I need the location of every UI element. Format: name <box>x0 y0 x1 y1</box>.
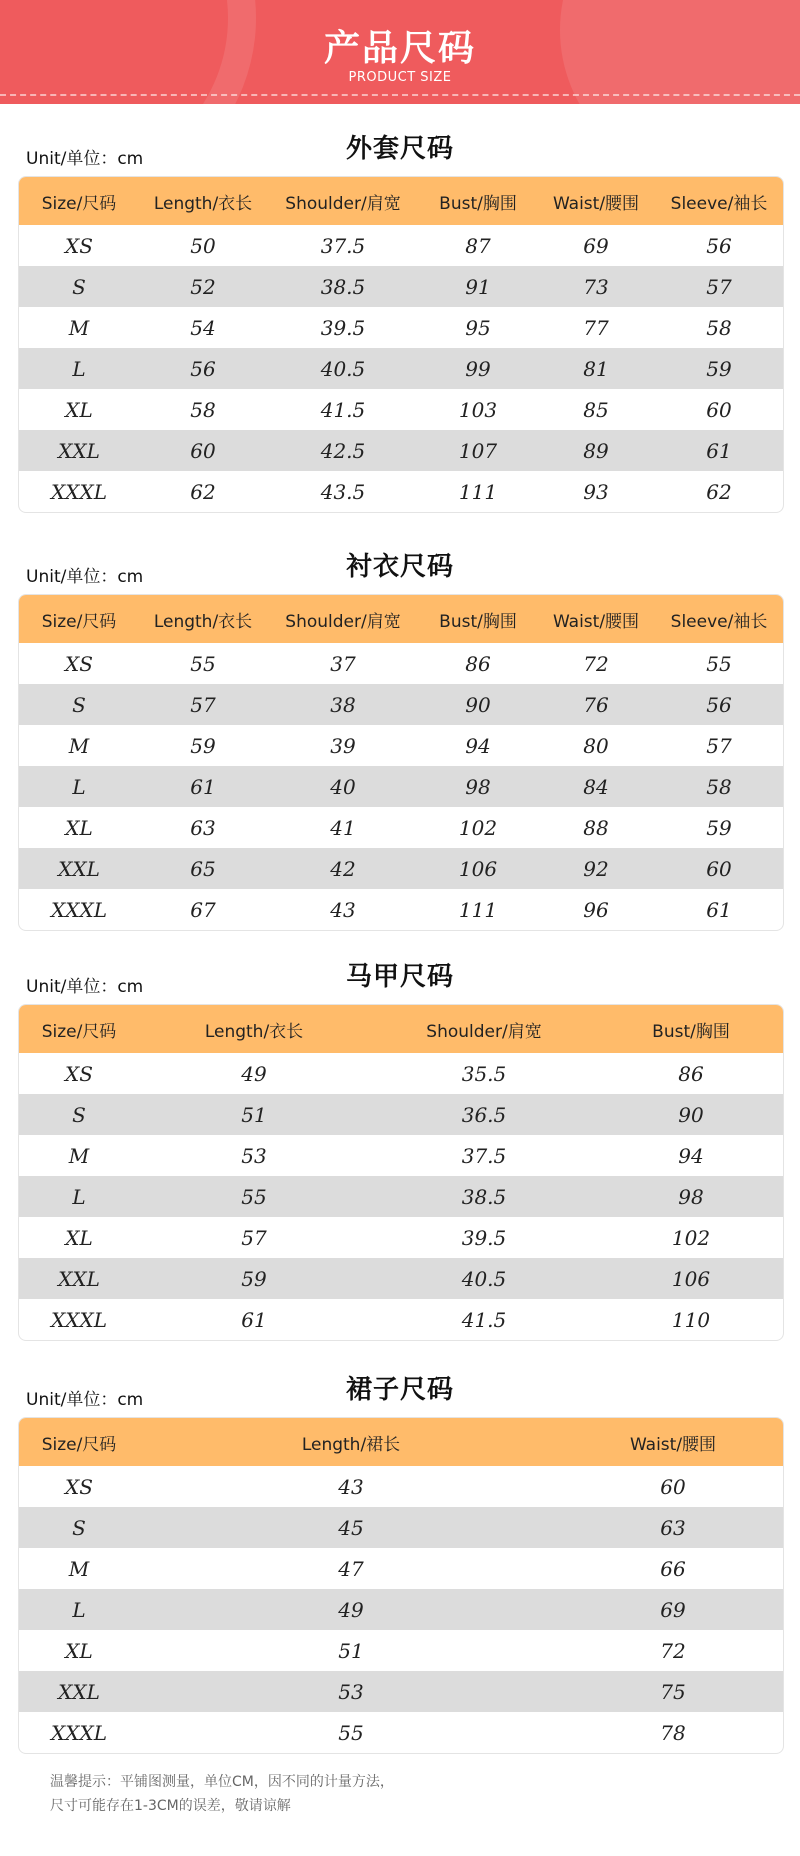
measurement-cell: 86 <box>465 651 491 676</box>
measurement-note <box>50 1770 394 1818</box>
measurement-cell: 62 <box>706 479 732 504</box>
size-cell: S <box>19 1507 139 1548</box>
note-line: 温馨提示：平铺图测量，单位CM，因不同的计量方法， <box>50 1774 394 1790</box>
measurement-cell: 76 <box>537 684 655 725</box>
measurement-cell: 102 <box>671 1225 711 1250</box>
column-header: Bust/胸围 <box>652 1021 730 1042</box>
measurement-cell: 50 <box>190 233 216 258</box>
measurement-cell: 42 <box>267 848 419 889</box>
measurement-cell: 72 <box>660 1638 686 1663</box>
measurement-cell: 51 <box>139 1094 369 1135</box>
measurement-cell: 35.5 <box>461 1061 507 1086</box>
measurement-cell: 60 <box>655 848 783 889</box>
measurement-cell: 91 <box>419 266 537 307</box>
size-cell: M <box>68 1556 90 1581</box>
table-header-row <box>19 1005 783 1053</box>
measurement-cell: 90 <box>419 684 537 725</box>
table-row <box>19 1466 783 1507</box>
measurement-cell: 57 <box>655 266 783 307</box>
measurement-cell: 78 <box>660 1720 686 1745</box>
size-cell: XS <box>65 233 93 258</box>
measurement-cell: 60 <box>139 430 267 471</box>
section-title: 裙子尺码 <box>345 1375 454 1405</box>
table-row <box>19 1094 783 1135</box>
measurement-cell: 106 <box>419 848 537 889</box>
column-header: Waist/腰围 <box>629 1434 717 1455</box>
measurement-cell: 54 <box>190 315 216 340</box>
measurement-cell: 80 <box>583 733 609 758</box>
table-row <box>19 1299 783 1340</box>
measurement-cell: 56 <box>139 348 267 389</box>
measurement-cell: 43 <box>338 1474 364 1499</box>
measurement-cell: 87 <box>465 233 491 258</box>
measurement-cell: 40.5 <box>267 348 419 389</box>
column-header: Length/裙长 <box>301 1434 401 1455</box>
table-row <box>19 1053 783 1094</box>
measurement-cell: 42.5 <box>267 430 419 471</box>
size-table-card <box>18 176 784 513</box>
table-row <box>19 1176 783 1217</box>
measurement-cell: 45 <box>139 1507 563 1548</box>
column-header: Length/衣长 <box>204 1021 304 1042</box>
column-header: Shoulder/肩宽 <box>426 1021 542 1042</box>
measurement-cell: 99 <box>419 348 537 389</box>
column-header: Size/尺码 <box>41 1021 117 1042</box>
size-cell: XS <box>65 1474 93 1499</box>
table-row <box>19 1217 783 1258</box>
measurement-cell: 55 <box>706 651 732 676</box>
size-cell: S <box>19 266 139 307</box>
measurement-cell: 92 <box>537 848 655 889</box>
measurement-cell: 59 <box>706 815 732 840</box>
table-row <box>19 848 783 889</box>
measurement-cell: 98 <box>599 1176 783 1217</box>
measurement-cell: 106 <box>599 1258 783 1299</box>
banner <box>0 0 800 104</box>
table-row <box>19 225 783 266</box>
table-row <box>19 1507 783 1548</box>
table-row <box>19 1258 783 1299</box>
size-table <box>19 1418 783 1753</box>
column-header: Sleeve/袖长 <box>670 611 768 632</box>
measurement-cell: 61 <box>706 897 732 922</box>
measurement-cell: 51 <box>338 1638 364 1663</box>
size-cell: S <box>19 1094 139 1135</box>
measurement-cell: 103 <box>458 397 498 422</box>
column-header: Length/衣长 <box>153 193 253 214</box>
column-header: Sleeve/袖长 <box>670 193 768 214</box>
column-header: Waist/腰围 <box>552 193 640 214</box>
measurement-cell: 84 <box>537 766 655 807</box>
measurement-cell: 75 <box>563 1671 783 1712</box>
measurement-cell: 69 <box>583 233 609 258</box>
measurement-cell: 49 <box>139 1589 563 1630</box>
table-row <box>19 766 783 807</box>
measurement-cell: 111 <box>458 479 498 504</box>
table-row <box>19 266 783 307</box>
size-cell: XXXL <box>51 897 107 922</box>
measurement-cell: 41.5 <box>320 397 366 422</box>
size-cell: XL <box>65 397 93 422</box>
measurement-cell: 59 <box>139 1258 369 1299</box>
section-title: 衬衣尺码 <box>345 552 454 582</box>
measurement-cell: 39.5 <box>461 1225 507 1250</box>
measurement-cell: 49 <box>241 1061 267 1086</box>
unit-label: Unit/单位：cm <box>26 567 144 587</box>
size-cell: L <box>19 766 139 807</box>
measurement-cell: 60 <box>706 397 732 422</box>
measurement-cell: 58 <box>706 315 732 340</box>
measurement-cell: 56 <box>655 684 783 725</box>
table-row <box>19 1589 783 1630</box>
measurement-cell: 67 <box>190 897 216 922</box>
measurement-cell: 53 <box>139 1671 563 1712</box>
measurement-cell: 61 <box>139 766 267 807</box>
size-cell: XXL <box>19 1671 139 1712</box>
size-cell: XXXL <box>51 479 107 504</box>
measurement-cell: 39 <box>330 733 356 758</box>
measurement-cell: 37 <box>330 651 356 676</box>
measurement-cell: 37.5 <box>320 233 366 258</box>
column-header: Bust/胸围 <box>439 193 517 214</box>
table-row <box>19 889 783 930</box>
size-table <box>19 1005 783 1340</box>
table-row <box>19 807 783 848</box>
section-title: 马甲尺码 <box>345 962 454 992</box>
table-row <box>19 1135 783 1176</box>
measurement-cell: 55 <box>139 1176 369 1217</box>
size-table-card <box>18 594 784 931</box>
unit-label: Unit/单位：cm <box>26 977 144 997</box>
size-cell: XXXL <box>51 1720 107 1745</box>
measurement-cell: 47 <box>338 1556 364 1581</box>
measurement-cell: 94 <box>465 733 491 758</box>
size-cell: S <box>19 684 139 725</box>
table-row <box>19 684 783 725</box>
measurement-cell: 94 <box>678 1143 704 1168</box>
measurement-cell: 72 <box>583 651 609 676</box>
banner-dashed-line <box>0 94 800 96</box>
measurement-cell: 77 <box>583 315 609 340</box>
table-row <box>19 1712 783 1753</box>
measurement-cell: 61 <box>241 1307 267 1332</box>
size-table-card <box>18 1004 784 1341</box>
measurement-cell: 93 <box>583 479 609 504</box>
measurement-cell: 102 <box>458 815 498 840</box>
size-cell: M <box>68 733 90 758</box>
measurement-cell: 59 <box>655 348 783 389</box>
table-row <box>19 389 783 430</box>
measurement-cell: 73 <box>537 266 655 307</box>
table-row <box>19 1630 783 1671</box>
table-row <box>19 643 783 684</box>
measurement-cell: 43 <box>330 897 356 922</box>
size-cell: M <box>68 315 90 340</box>
size-cell: XL <box>65 815 93 840</box>
column-header: Length/衣长 <box>153 611 253 632</box>
measurement-cell: 53 <box>241 1143 267 1168</box>
measurement-cell: 65 <box>139 848 267 889</box>
size-cell: XL <box>65 1638 93 1663</box>
measurement-cell: 58 <box>190 397 216 422</box>
measurement-cell: 85 <box>583 397 609 422</box>
size-cell: M <box>68 1143 90 1168</box>
measurement-cell: 39.5 <box>320 315 366 340</box>
measurement-cell: 55 <box>338 1720 364 1745</box>
measurement-cell: 41.5 <box>461 1307 507 1332</box>
measurement-cell: 69 <box>563 1589 783 1630</box>
size-table <box>19 177 783 512</box>
size-cell: XS <box>65 1061 93 1086</box>
measurement-cell: 41 <box>330 815 356 840</box>
measurement-cell: 36.5 <box>369 1094 599 1135</box>
size-cell: XL <box>65 1225 93 1250</box>
measurement-cell: 43.5 <box>320 479 366 504</box>
column-header: Size/尺码 <box>41 1434 117 1455</box>
measurement-cell: 52 <box>139 266 267 307</box>
unit-label: Unit/单位：cm <box>26 149 144 169</box>
unit-label: Unit/单位：cm <box>26 1390 144 1410</box>
measurement-cell: 56 <box>706 233 732 258</box>
size-cell: L <box>19 1589 139 1630</box>
measurement-cell: 57 <box>241 1225 267 1250</box>
size-cell: XXL <box>19 430 139 471</box>
measurement-cell: 110 <box>671 1307 711 1332</box>
measurement-cell: 57 <box>139 684 267 725</box>
measurement-cell: 95 <box>465 315 491 340</box>
measurement-cell: 96 <box>583 897 609 922</box>
measurement-cell: 38 <box>267 684 419 725</box>
size-cell: XXL <box>19 1258 139 1299</box>
measurement-cell: 90 <box>599 1094 783 1135</box>
table-row <box>19 471 783 512</box>
measurement-cell: 63 <box>563 1507 783 1548</box>
size-cell: XXXL <box>51 1307 107 1332</box>
column-header: Bust/胸围 <box>439 611 517 632</box>
table-header-row <box>19 595 783 643</box>
measurement-cell: 38.5 <box>267 266 419 307</box>
measurement-cell: 81 <box>537 348 655 389</box>
measurement-cell: 66 <box>660 1556 686 1581</box>
banner-title: 产品尺码 <box>323 28 476 69</box>
measurement-cell: 58 <box>655 766 783 807</box>
measurement-cell: 55 <box>190 651 216 676</box>
measurement-cell: 37.5 <box>461 1143 507 1168</box>
size-cell: L <box>19 1176 139 1217</box>
table-header-row <box>19 1418 783 1466</box>
measurement-cell: 60 <box>660 1474 686 1499</box>
size-cell: L <box>19 348 139 389</box>
measurement-cell: 61 <box>655 430 783 471</box>
column-header: Shoulder/肩宽 <box>285 611 401 632</box>
measurement-cell: 88 <box>583 815 609 840</box>
measurement-cell: 62 <box>190 479 216 504</box>
banner-subtitle: PRODUCT SIZE <box>348 70 452 85</box>
table-row <box>19 430 783 471</box>
size-cell: XXL <box>19 848 139 889</box>
column-header: Shoulder/肩宽 <box>285 193 401 214</box>
section-title: 外套尺码 <box>345 134 454 164</box>
measurement-cell: 107 <box>419 430 537 471</box>
measurement-cell: 63 <box>190 815 216 840</box>
note-line: 尺寸可能存在1-3CM的误差，敬请谅解 <box>50 1798 291 1814</box>
measurement-cell: 57 <box>706 733 732 758</box>
column-header: Size/尺码 <box>41 611 117 632</box>
measurement-cell: 40.5 <box>369 1258 599 1299</box>
measurement-cell: 40 <box>267 766 419 807</box>
measurement-cell: 111 <box>458 897 498 922</box>
size-cell: XS <box>65 651 93 676</box>
column-header: Size/尺码 <box>41 193 117 214</box>
measurement-cell: 98 <box>419 766 537 807</box>
table-row <box>19 1548 783 1589</box>
measurement-cell: 59 <box>190 733 216 758</box>
table-row <box>19 307 783 348</box>
column-header: Waist/腰围 <box>552 611 640 632</box>
measurement-cell: 86 <box>678 1061 704 1086</box>
size-table <box>19 595 783 930</box>
table-header-row <box>19 177 783 225</box>
measurement-cell: 89 <box>537 430 655 471</box>
table-row <box>19 725 783 766</box>
measurement-cell: 38.5 <box>369 1176 599 1217</box>
table-row <box>19 1671 783 1712</box>
table-row <box>19 348 783 389</box>
size-table-card <box>18 1417 784 1754</box>
